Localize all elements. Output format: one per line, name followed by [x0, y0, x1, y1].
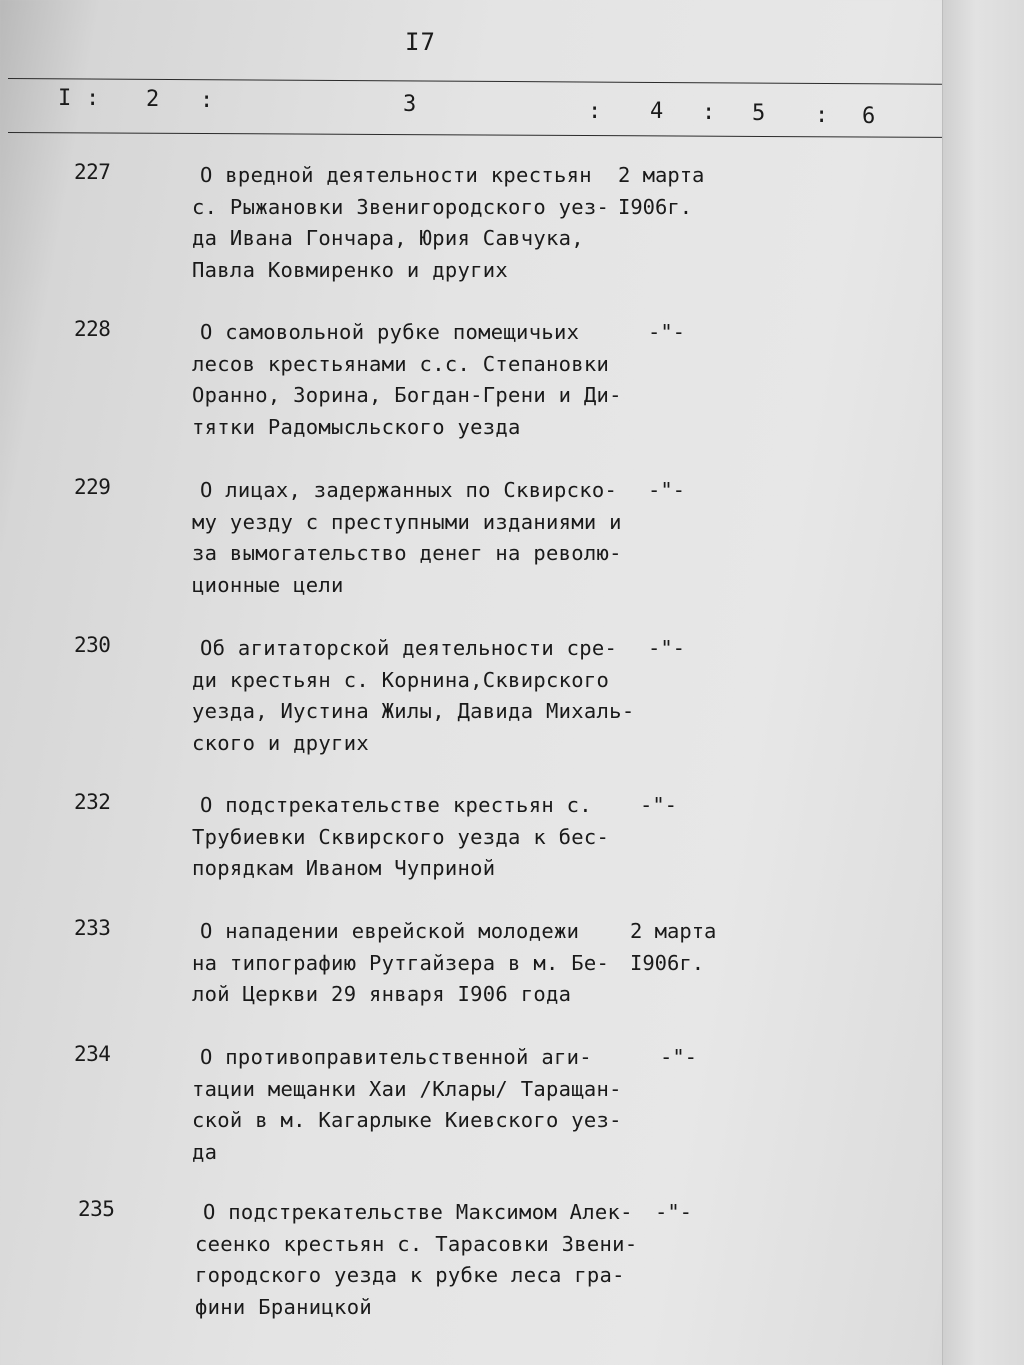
row-description	[192, 317, 660, 443]
description-line: ционные цели	[192, 572, 344, 597]
row-number: 232	[74, 790, 111, 814]
description-line: да	[192, 1139, 218, 1164]
description-line: порядкам Иваном Чуприной	[192, 856, 496, 880]
description-line: да Ивана Гончара, Юрия Савчука,	[192, 226, 584, 250]
description-line: О противоправительственной аги-	[200, 1045, 592, 1069]
description-line: лой Церкви 29 января I906 года	[192, 982, 572, 1006]
date-line: -"-	[640, 793, 678, 817]
description-line: Павла Ковмиренко и других	[192, 257, 509, 282]
row-date	[648, 633, 685, 665]
description-line: за вымогательство денег на револю-	[192, 541, 622, 565]
date-line: -"-	[648, 636, 686, 660]
row-date	[618, 160, 704, 223]
row-date	[630, 916, 716, 979]
row-number: 230	[74, 633, 111, 657]
row-description	[192, 633, 660, 759]
description-line: ди крестьян с. Корнина,Сквирского	[192, 667, 610, 692]
row-description	[192, 1042, 660, 1168]
row-date	[648, 317, 685, 349]
row-description	[192, 916, 660, 1011]
row-number: 228	[74, 317, 111, 341]
column-header-1: I	[58, 86, 72, 111]
description-line: О лицах, задержанных по Сквирско-	[200, 478, 618, 502]
column-header-separator: :	[815, 103, 829, 128]
column-header-6: 6	[862, 104, 876, 129]
row-number: 229	[74, 475, 111, 499]
description-line: му уезду с преступными изданиями и	[192, 509, 622, 534]
description-line: ской в м. Кагарлыке Киевского уез-	[192, 1108, 622, 1132]
row-date	[640, 790, 677, 822]
description-line: О подстрекательстве крестьян с.	[200, 793, 592, 817]
row-number: 233	[74, 916, 111, 940]
description-line: Об агитаторской деятельности сре-	[200, 636, 618, 660]
row-description	[192, 160, 660, 286]
description-line: О нападении еврейской молодежи	[200, 919, 580, 943]
row-number: 234	[74, 1042, 111, 1066]
column-header-4: 4	[650, 99, 664, 124]
date-line: 2 марта	[630, 919, 717, 943]
column-header-5: 5	[752, 101, 766, 126]
description-line: с. Рыжановки Звенигородского уез-	[192, 194, 610, 219]
description-line: тации мещанки Хаи /Клары/ Таращан-	[192, 1076, 622, 1101]
column-header-separator: :	[588, 99, 602, 124]
row-number: 227	[74, 160, 111, 184]
row-description	[195, 1197, 663, 1323]
description-line: лесов крестьянами с.с. Степановки	[192, 351, 610, 376]
column-header-separator: :	[702, 100, 716, 125]
description-line: на типографию Рутгайзера в м. Бе-	[192, 950, 610, 975]
column-header-2: 2	[146, 87, 160, 112]
description-line: городского уезда к рубке леса гра-	[195, 1263, 625, 1287]
column-header-3: 3	[403, 92, 417, 117]
date-line: I906г.	[630, 950, 705, 975]
description-line: сеенко крестьян с. Тарасовки Звени-	[195, 1231, 638, 1256]
header-top-rule	[8, 78, 942, 85]
row-date	[648, 475, 685, 507]
description-line: О подстрекательстве Максимом Алек-	[203, 1200, 633, 1224]
column-header-separator: :	[86, 86, 100, 111]
description-line: О самовольной рубке помещичьих	[200, 320, 580, 344]
date-line: -"-	[660, 1045, 698, 1069]
adjacent-page-edge	[942, 0, 1024, 1365]
page-number: I7	[405, 28, 436, 56]
description-line: фини Браницкой	[195, 1294, 372, 1319]
header-bottom-rule	[8, 132, 942, 138]
row-date	[660, 1042, 697, 1074]
row-description	[192, 790, 660, 885]
description-line: Трубиевки Сквирского уезда к бес-	[192, 824, 610, 849]
date-line: -"-	[648, 478, 686, 502]
description-line: Оранно, Зорина, Богдан-Грени и Ди-	[192, 383, 622, 407]
date-line: -"-	[648, 320, 686, 344]
date-line: -"-	[655, 1200, 693, 1224]
column-header-separator: :	[200, 88, 214, 113]
description-line: уезда, Иустина Жилы, Давида Михаль-	[192, 699, 635, 723]
row-date	[655, 1197, 692, 1229]
description-line: ского и других	[192, 730, 369, 755]
row-number: 235	[78, 1197, 115, 1221]
date-line: 2 марта	[618, 163, 705, 187]
description-line: тятки Радомысльского уезда	[192, 414, 521, 439]
date-line: I906г.	[618, 194, 693, 219]
description-line: О вредной деятельности крестьян	[200, 163, 592, 187]
row-description	[192, 475, 660, 601]
